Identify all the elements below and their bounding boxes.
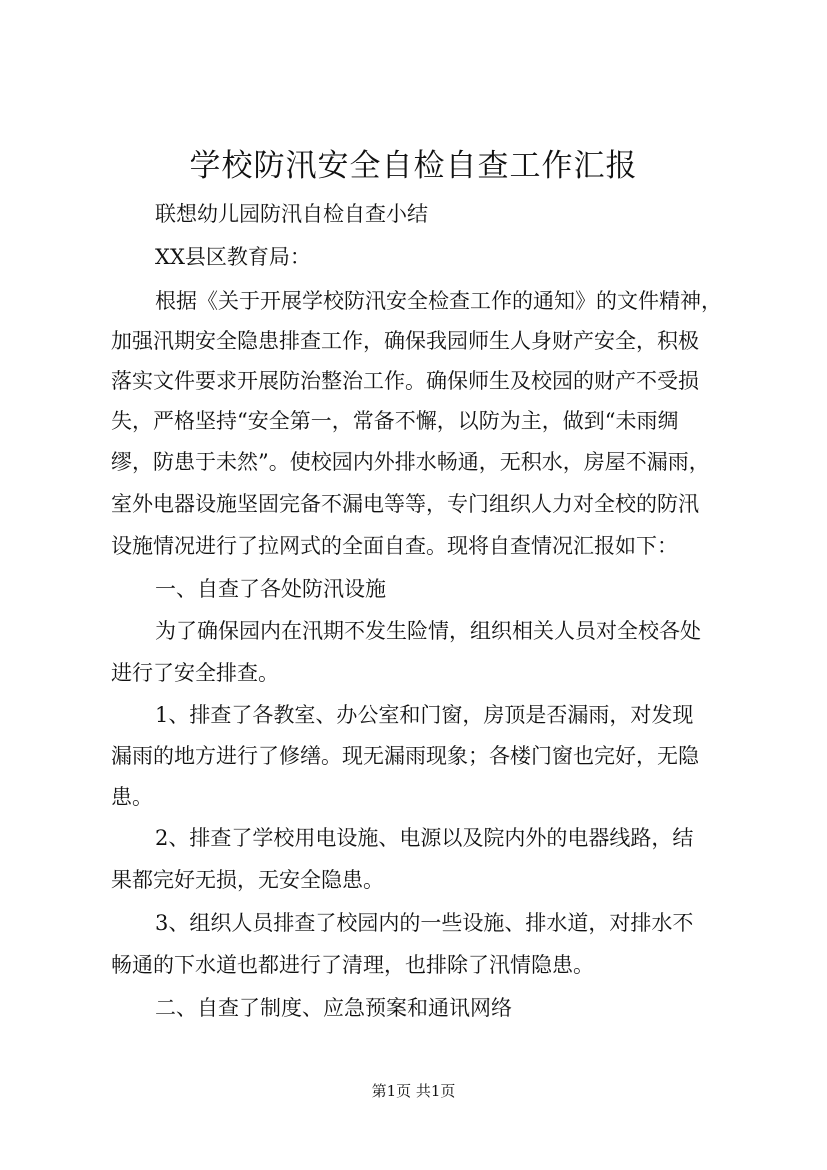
text-line: 设施情况进行了拉网式的全面自查。现将自查情况汇报如下：: [111, 534, 678, 558]
addressee-line: XX县区教育局：: [155, 245, 311, 269]
text-line: 根据《关于开展学校防汛安全检查工作的通知》的文件精神，: [155, 289, 722, 313]
document-title: 学校防汛安全自检自查工作汇报: [189, 148, 638, 184]
subtitle-line: 联想幼儿园防汛自检自查小结: [155, 202, 428, 226]
text-line: 漏雨的地方进行了修缮。现无漏雨现象；各楼门窗也完好，无隐: [111, 744, 699, 768]
text-line: 进行了安全排查。: [111, 661, 279, 685]
text-line: 缪，防患于未然”。使校园内外排水畅通，无积水，房屋不漏雨，: [111, 450, 710, 474]
text-line: 室外电器设施坚固完备不漏电等等，专门组织人力对全校的防汛: [111, 492, 699, 516]
text-line: 为了确保园内在汛期不发生险情，组织相关人员对全校各处: [155, 619, 701, 643]
text-line: 果都完好无损，无安全隐患。: [111, 868, 384, 892]
text-line: 加强汛期安全隐患排查工作，确保我园师生人身财产安全，积极: [111, 329, 699, 353]
text-line: 3、组织人员排查了校园内的一些设施、排水道，对排水不: [155, 911, 694, 935]
section-heading: 一、自查了各处防汛设施: [155, 577, 386, 601]
text-line: 1、排查了各教室、办公室和门窗，房顶是否漏雨，对发现: [155, 703, 694, 727]
text-line: 畅通的下水道也都进行了清理，也排除了汛情隐患。: [111, 953, 594, 977]
text-line: 失，严格坚持“安全第一，常备不懈，以防为主，做到“未雨绸: [111, 409, 679, 433]
text-line: 患。: [111, 785, 153, 809]
text-line: 2、排查了学校用电设施、电源以及院内外的电器线路，结: [155, 826, 694, 850]
text-line: 落实文件要求开展防治整治工作。确保师生及校园的财产不受损: [111, 369, 699, 393]
section-heading: 二、自查了制度、应急预案和通讯网络: [155, 996, 512, 1020]
page-footer: 第1页 共1页: [371, 1082, 456, 1100]
